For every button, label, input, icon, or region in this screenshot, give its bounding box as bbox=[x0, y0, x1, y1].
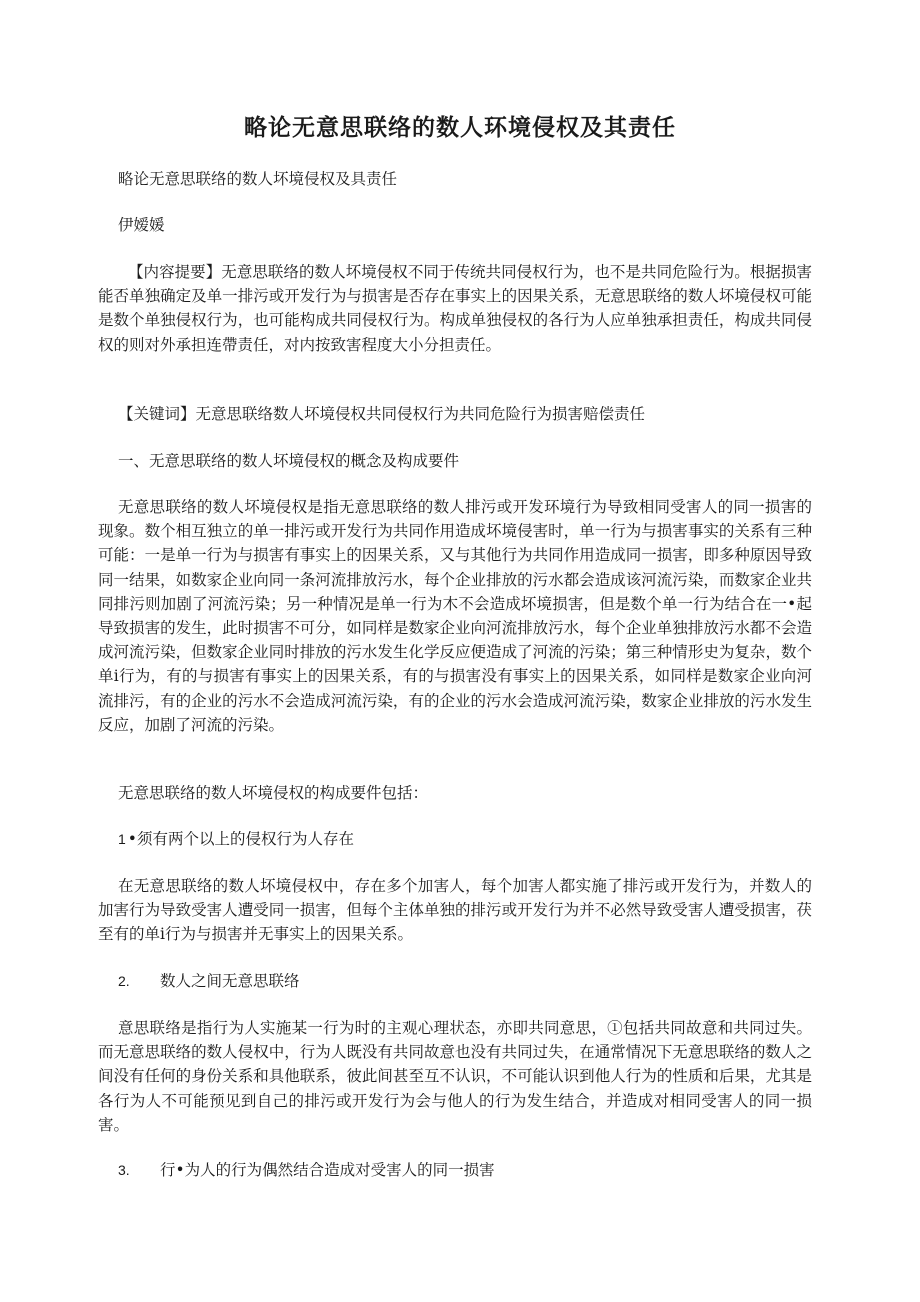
body-paragraph: 意思联络是指行为人实施某一行为时的主观心理状态，亦即共同意思，①包括共同故意和共同过失。而无意思联络的数人侵权中，行为人既没有共同故意也没有共同过失，在通常情况下无意思联络的数人之间没有任何的身份关系和具他联系，彼此间甚至互不认识，不可能认识到他人行为的性质和后果，尤其是各行为人不可能预见到自己的排污或开发行为会与他人的行为发生结合，并造成对相同受害人的同一损害。 bbox=[98, 1019, 812, 1134]
list-item-number: 1 bbox=[118, 831, 126, 847]
list-item-label: •须有两个以上的侵权行为人存在 bbox=[127, 830, 354, 848]
list-item-label: 行•为人的行为偶然结合造成对受害人的同一损害 bbox=[160, 1161, 495, 1179]
body-paragraph: 无意思联络的数人坏境侵权是指无意思联络的数人排污或开发环境行为导致相同受害人的同一损害的现象。数个相互独立的单一排污或开发行为共同作用造成坏境侵害时，单一行为与损害事实的关系有三种可能：一是单一行为与损害有事实上的因果关系，又与其他行为共同作用造成同一损害，即多种原因导致同一结果，如数家企业向同一条河流排放污水，每个企业排放的污水都会造成该河流污染，而数家企业共同排污则加剧了河流污染；另一种情况是单一行为木不会造成坏境损害，但是数个单一行为结合在一•起导致损害的发生，此时损害不可分，如同样是数家企业向河流排放污水，每个企业单独排放污水都不会造成河流污染，但数家企业同时排放的污水发生化学反应便造成了河流的污染；第三种情形史为复杂，数个单i行为，有的与损害有事实上的因果关系，有的与损害没有事实上的因果关系，如同样是数家企业向河流排污，有的企业的污水不会造成河流污染，有的企业的污水会造成河流污染，数家企业排放的污水发生反应，加剧了河流的污染。 bbox=[98, 498, 812, 734]
keywords-line: 【关键词】无意思联络数人坏境侵权共同侵权行为共同危险行为损害赔偿责任 bbox=[118, 405, 646, 423]
body-paragraph: 在无意思联络的数人坏境侵权中，存在多个加害人，每个加害人都实施了排污或开发行为，并数人的加害行为导致受害人遭受同一损害，但每个主体单独的排污或开发行为并不必然导致受害人遭受损害，茯至有的单i行为与损害并无事实上的因果关系。 bbox=[98, 877, 812, 944]
list-item bbox=[118, 969, 300, 993]
abstract-paragraph: 【内容提要】无意思联络的数人坏境侵权不同于传统共同侵权行为，也不是共同危险行为。根据损害能否单独确定及单一排污或开发行为与损害是否存在事实上的因果关系，无意思联络的数人坏境侵权可能是数个单独侵权行为，也可能构成共同侵权行为。构成单独侵权的各行为人应单独承担责任，构成共同侵权的则对外承担连帶责任，对内按致害程度大小分担责任。 bbox=[98, 263, 812, 354]
document-title: 略论无意思联络的数人环境侵权及其责任 bbox=[244, 115, 676, 141]
document-subtitle: 略论无意思联络的数人坏境侵权及具责任 bbox=[118, 170, 398, 188]
list-item bbox=[118, 1158, 495, 1182]
list-item-label: 数人之间无意思联络 bbox=[160, 972, 300, 990]
section-heading: 一、无意思联络的数人坏境侵权的概念及构成要件 bbox=[118, 452, 460, 470]
list-item-number: 3. bbox=[118, 1162, 130, 1178]
author-name: 伊嫒媛 bbox=[118, 216, 165, 234]
elements-intro: 无意思联络的数人坏境侵权的构成要件包括： bbox=[118, 784, 429, 802]
list-item bbox=[118, 827, 354, 851]
list-item-number: 2. bbox=[118, 973, 130, 989]
